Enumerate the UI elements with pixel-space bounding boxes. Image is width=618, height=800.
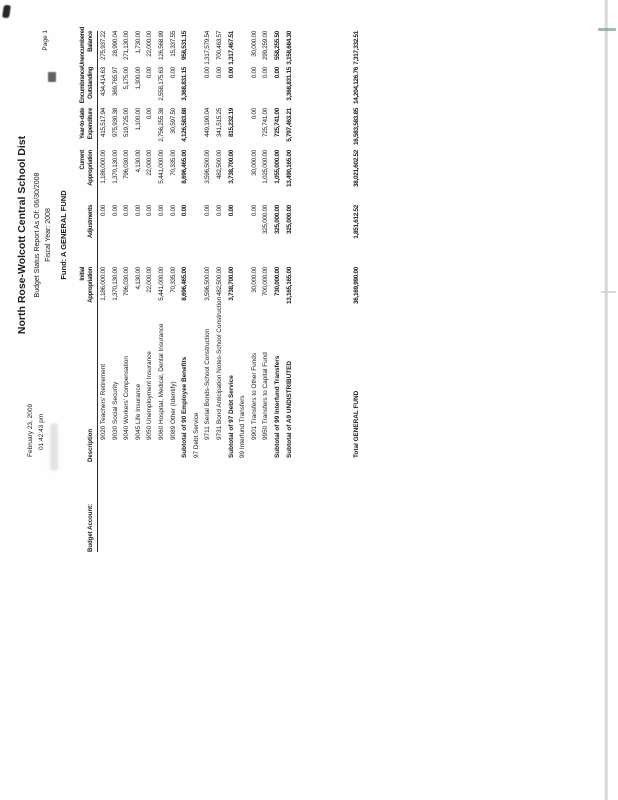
value-cell: 13,490,165.00: [285, 150, 293, 187]
value-cell: [237, 205, 249, 267]
value-cell: 0.00: [262, 67, 270, 79]
budget-account-cell: [249, 462, 261, 552]
description-cell: 9731 Bond Anticipation Notes-School Construction: [215, 296, 223, 440]
value-cell: 0.00: [169, 67, 177, 79]
budget-account-cell: [272, 462, 284, 552]
value-cell: [191, 108, 203, 150]
value-cell: 4,126,583.88: [181, 108, 189, 142]
value-cell: 1,370,130.00: [111, 150, 119, 184]
value-cell: 975,930.38: [111, 108, 119, 137]
value-cell: 2,558,175.63: [157, 67, 165, 101]
scan-edge-line: [604, 0, 608, 800]
value-cell: 325,000.00: [285, 205, 293, 234]
value-cell: 325,000.00: [262, 205, 270, 234]
value-cell: 5,175.00: [123, 67, 131, 90]
value-cell: 815,232.19: [227, 108, 235, 137]
budget-account-cell: [179, 462, 191, 552]
value-cell: 730,000.00: [273, 267, 281, 296]
value-cell: 0.00: [250, 205, 258, 217]
value-cell: [237, 108, 249, 150]
value-cell: 2,756,255.38: [157, 108, 165, 142]
value-cell: 126,568.99: [157, 31, 165, 60]
scan-edge-tick-top: [598, 28, 616, 31]
budget-account-cell: [260, 462, 272, 552]
table-row: [284, 31, 296, 552]
value-cell: 1,851,612.52: [353, 205, 361, 239]
budget-account-cell: [168, 462, 180, 552]
value-cell: 0.00: [146, 108, 154, 120]
value-cell: 22,000.00: [146, 150, 154, 176]
report-subtitle: Budget Status Report As Of: 06/30/2008: [34, 172, 41, 298]
value-cell: 482,500.00: [215, 267, 223, 296]
value-cell: 22,000.00: [146, 267, 154, 293]
value-cell: 1,025,000.00: [262, 150, 270, 184]
column-header: [80, 108, 98, 150]
value-cell: 1,186,000.00: [100, 150, 107, 184]
value-cell: 70,335.00: [169, 150, 177, 176]
value-cell: 1,730.00: [134, 31, 142, 54]
table-row: [133, 31, 145, 552]
table-row: [237, 31, 249, 552]
table-row: [179, 31, 191, 552]
description-cell: 9950 Transfers to Capital Fund: [262, 352, 270, 440]
district-title: North Rose-Wolcott Central School Dist: [16, 135, 28, 335]
value-cell: 28,990.04: [111, 31, 119, 57]
value-cell: 1,055,000.00: [273, 150, 281, 184]
budget-account-cell: [156, 462, 168, 552]
description-cell: Subtotal of 97 Debt Service: [227, 375, 235, 458]
table-row: [260, 31, 272, 552]
column-header-row: [80, 31, 98, 552]
value-cell: 0.00: [146, 67, 154, 79]
budget-account-cell: [214, 462, 226, 552]
column-header-line2: Description: [87, 428, 94, 462]
column-header-line2: Appropriation: [87, 267, 94, 303]
description-cell: Subtotal of 99 Interfund Transfers: [273, 355, 281, 458]
value-cell: 3,596,500.00: [204, 150, 212, 184]
value-cell: 0.00: [204, 205, 212, 217]
description-cell: 9040 Workers' Compensation: [123, 356, 131, 440]
table-row: [168, 31, 180, 552]
value-cell: 0.00: [111, 205, 119, 217]
table-row: [156, 31, 168, 552]
value-cell: 0.00: [100, 205, 107, 217]
column-header: [80, 205, 98, 267]
value-cell: 0.00: [215, 67, 223, 79]
value-cell: 0.00: [273, 67, 281, 79]
budget-account-cell: [121, 462, 133, 552]
fund-label: Fund: A GENERAL FUND: [59, 190, 68, 280]
value-cell: 1,186,000.00: [100, 267, 107, 301]
value-cell: 3,738,700.00: [227, 150, 235, 184]
table-row: [214, 31, 226, 552]
value-cell: 4,130.00: [134, 267, 142, 290]
value-cell: 725,741.00: [273, 108, 281, 137]
printed-date: February 23, 2009: [27, 403, 34, 457]
value-cell: 0.00: [250, 108, 258, 120]
budget-account-cell: [133, 462, 145, 552]
budget-account-cell: [98, 462, 110, 552]
value-cell: 30,000.00: [250, 267, 258, 293]
description-cell: 9711 Serial Bonds-School Construction: [204, 328, 212, 440]
value-cell: 558,255.50: [273, 31, 281, 60]
value-cell: 0.00: [227, 67, 235, 79]
spacer-row: [295, 31, 351, 552]
budget-account-cell: [351, 462, 363, 552]
table-row: [226, 31, 238, 552]
value-cell: 15,337.55: [169, 31, 177, 57]
column-header: [80, 267, 98, 332]
value-cell: [191, 31, 203, 67]
value-cell: 1,317,579.54: [204, 31, 212, 65]
budget-account-cell: [144, 462, 156, 552]
value-cell: [237, 67, 249, 108]
spacer-cell: [295, 31, 351, 552]
column-header-line1: Current: [80, 150, 86, 170]
scan-bleed-streak: [50, 424, 58, 470]
table-row: [110, 31, 122, 552]
value-cell: 30,000.00: [250, 150, 258, 176]
column-header-line2: Adjustments: [87, 205, 94, 239]
column-header-line1: Year-to-date: [80, 108, 86, 140]
budget-account-cell: [110, 462, 122, 552]
value-cell: 22,000.00: [146, 31, 154, 57]
value-cell: 0.00: [169, 205, 177, 217]
budget-table-header: [80, 26, 98, 552]
value-cell: 0.00: [181, 205, 189, 217]
column-header: [80, 462, 98, 552]
description-cell: 9089 Other (Identify): [169, 381, 177, 440]
table-row: [98, 31, 110, 552]
value-cell: 0.00: [227, 205, 235, 217]
small-smudge-artifact: [48, 72, 56, 82]
column-header-line2: Outstanding: [87, 67, 94, 100]
scan-edge-tick-mid: [601, 291, 616, 293]
value-cell: 0.00: [215, 205, 223, 217]
value-cell: 796,030.00: [123, 267, 131, 296]
value-cell: 8,696,465.00: [181, 150, 189, 184]
value-cell: 5,441,000.00: [157, 267, 165, 301]
budget-account-cell: [191, 462, 203, 552]
value-cell: 3,158,684.30: [285, 31, 293, 65]
fiscal-year-label: Fiscal Year: 2008: [45, 208, 52, 262]
value-cell: 0.00: [157, 205, 165, 217]
printed-time: 01:42:43 pm: [38, 413, 45, 450]
value-cell: 796,030.00: [123, 150, 131, 179]
budget-account-cell: [237, 462, 249, 552]
value-cell: 1,100.00: [134, 108, 142, 131]
value-cell: 8,696,465.00: [181, 267, 189, 301]
value-cell: 3,596,500.00: [204, 267, 212, 301]
table-row: [202, 31, 214, 552]
value-cell: 3,368,831.15: [285, 67, 293, 101]
value-cell: 4,130.00: [134, 150, 142, 173]
value-cell: 341,515.25: [215, 108, 223, 137]
budget-table-body: [98, 31, 363, 552]
value-cell: 0.00: [250, 67, 258, 79]
value-cell: 271,130.00: [123, 31, 131, 60]
value-cell: 1,370,130.00: [111, 267, 119, 301]
value-cell: 36,169,990.00: [353, 267, 361, 304]
column-header-line1: Initial: [80, 267, 86, 281]
value-cell: 725,741.00: [262, 108, 270, 137]
value-cell: [191, 67, 203, 108]
column-header: [80, 26, 98, 67]
value-cell: 0.00: [146, 205, 154, 217]
table-row: [144, 31, 156, 552]
column-header-line2: Appropriation: [87, 150, 94, 186]
value-cell: 13,165,165.00: [285, 267, 293, 304]
column-header-line1: Unencumbered: [80, 26, 86, 67]
description-cell: Subtotal of A9 UNDISTRIBUTED: [285, 360, 293, 458]
value-cell: 434,414.63: [100, 67, 107, 96]
value-cell: 369,765.97: [111, 67, 119, 96]
value-cell: 3,368,831.15: [181, 67, 189, 101]
value-cell: 7,317,332.51: [353, 31, 361, 65]
table-row: [272, 31, 284, 552]
column-header: [80, 332, 98, 462]
column-header-line2: Budget Account:: [87, 503, 94, 552]
value-cell: 5,797,463.21: [285, 108, 293, 142]
description-cell: 9901 Transfers to Other Funds: [250, 352, 258, 440]
value-cell: [191, 205, 203, 267]
value-cell: 299,259.00: [262, 31, 270, 60]
budget-table: [80, 26, 363, 552]
value-cell: 275,937.22: [100, 31, 107, 60]
value-cell: [237, 31, 249, 67]
description-cell: 97 Debt Service: [192, 412, 200, 458]
value-cell: 700,000.00: [262, 267, 270, 296]
value-cell: 1,317,467.51: [227, 31, 235, 65]
value-cell: 16,583,583.85: [353, 108, 361, 145]
value-cell: 325,000.00: [273, 205, 281, 234]
value-cell: 700,463.57: [215, 31, 223, 60]
budget-account-cell: [226, 462, 238, 552]
value-cell: 3,738,700.00: [227, 267, 235, 301]
budget-account-cell: [284, 462, 296, 552]
column-header: [80, 67, 98, 108]
value-cell: 30,597.50: [169, 108, 177, 134]
value-cell: 5,441,000.00: [157, 150, 165, 184]
value-cell: 958,531.15: [181, 31, 189, 60]
value-cell: 415,517.94: [100, 108, 107, 137]
column-header-line2: Expenditure: [87, 108, 94, 140]
value-cell: 14,204,126.76: [353, 67, 361, 104]
description-cell: Subtotal of 90 Employee Benefits: [181, 356, 189, 458]
column-header-line2: Balance: [87, 31, 94, 52]
value-cell: 0.00: [123, 205, 131, 217]
description-cell: 9045 Life Insurance: [134, 383, 142, 440]
value-cell: [191, 150, 203, 205]
value-cell: [237, 267, 249, 332]
value-cell: 38,021,602.52: [353, 150, 361, 187]
value-cell: 1,300.00: [134, 67, 142, 90]
description-cell: Total GENERAL FUND: [353, 390, 361, 458]
description-cell: 99 Interfund Transfers: [239, 395, 247, 458]
table-row: [351, 31, 363, 552]
column-header: [80, 150, 98, 205]
value-cell: 30,000.00: [250, 31, 258, 57]
value-cell: 449,190.04: [204, 108, 212, 137]
value-cell: 482,500.00: [215, 150, 223, 179]
description-cell: 9030 Social Security: [111, 381, 119, 440]
table-row: [121, 31, 133, 552]
page-number: Page 1: [42, 30, 49, 51]
description-cell: 9020 Teachers' Retirement: [100, 363, 107, 440]
value-cell: [237, 150, 249, 205]
column-header-line1: Encumbrance: [80, 67, 86, 104]
value-cell: 0.00: [204, 67, 212, 79]
value-cell: 70,335.00: [169, 267, 177, 293]
description-cell: 9050 Unemployment Insurance: [146, 351, 154, 440]
table-row: [191, 31, 203, 552]
table-row: [249, 31, 261, 552]
value-cell: [191, 267, 203, 332]
value-cell: 519,725.00: [123, 108, 131, 137]
description-cell: 9060 Hospital, Medical, Dental Insurance: [157, 323, 165, 440]
budget-account-cell: [202, 462, 214, 552]
value-cell: 0.00: [134, 205, 142, 217]
